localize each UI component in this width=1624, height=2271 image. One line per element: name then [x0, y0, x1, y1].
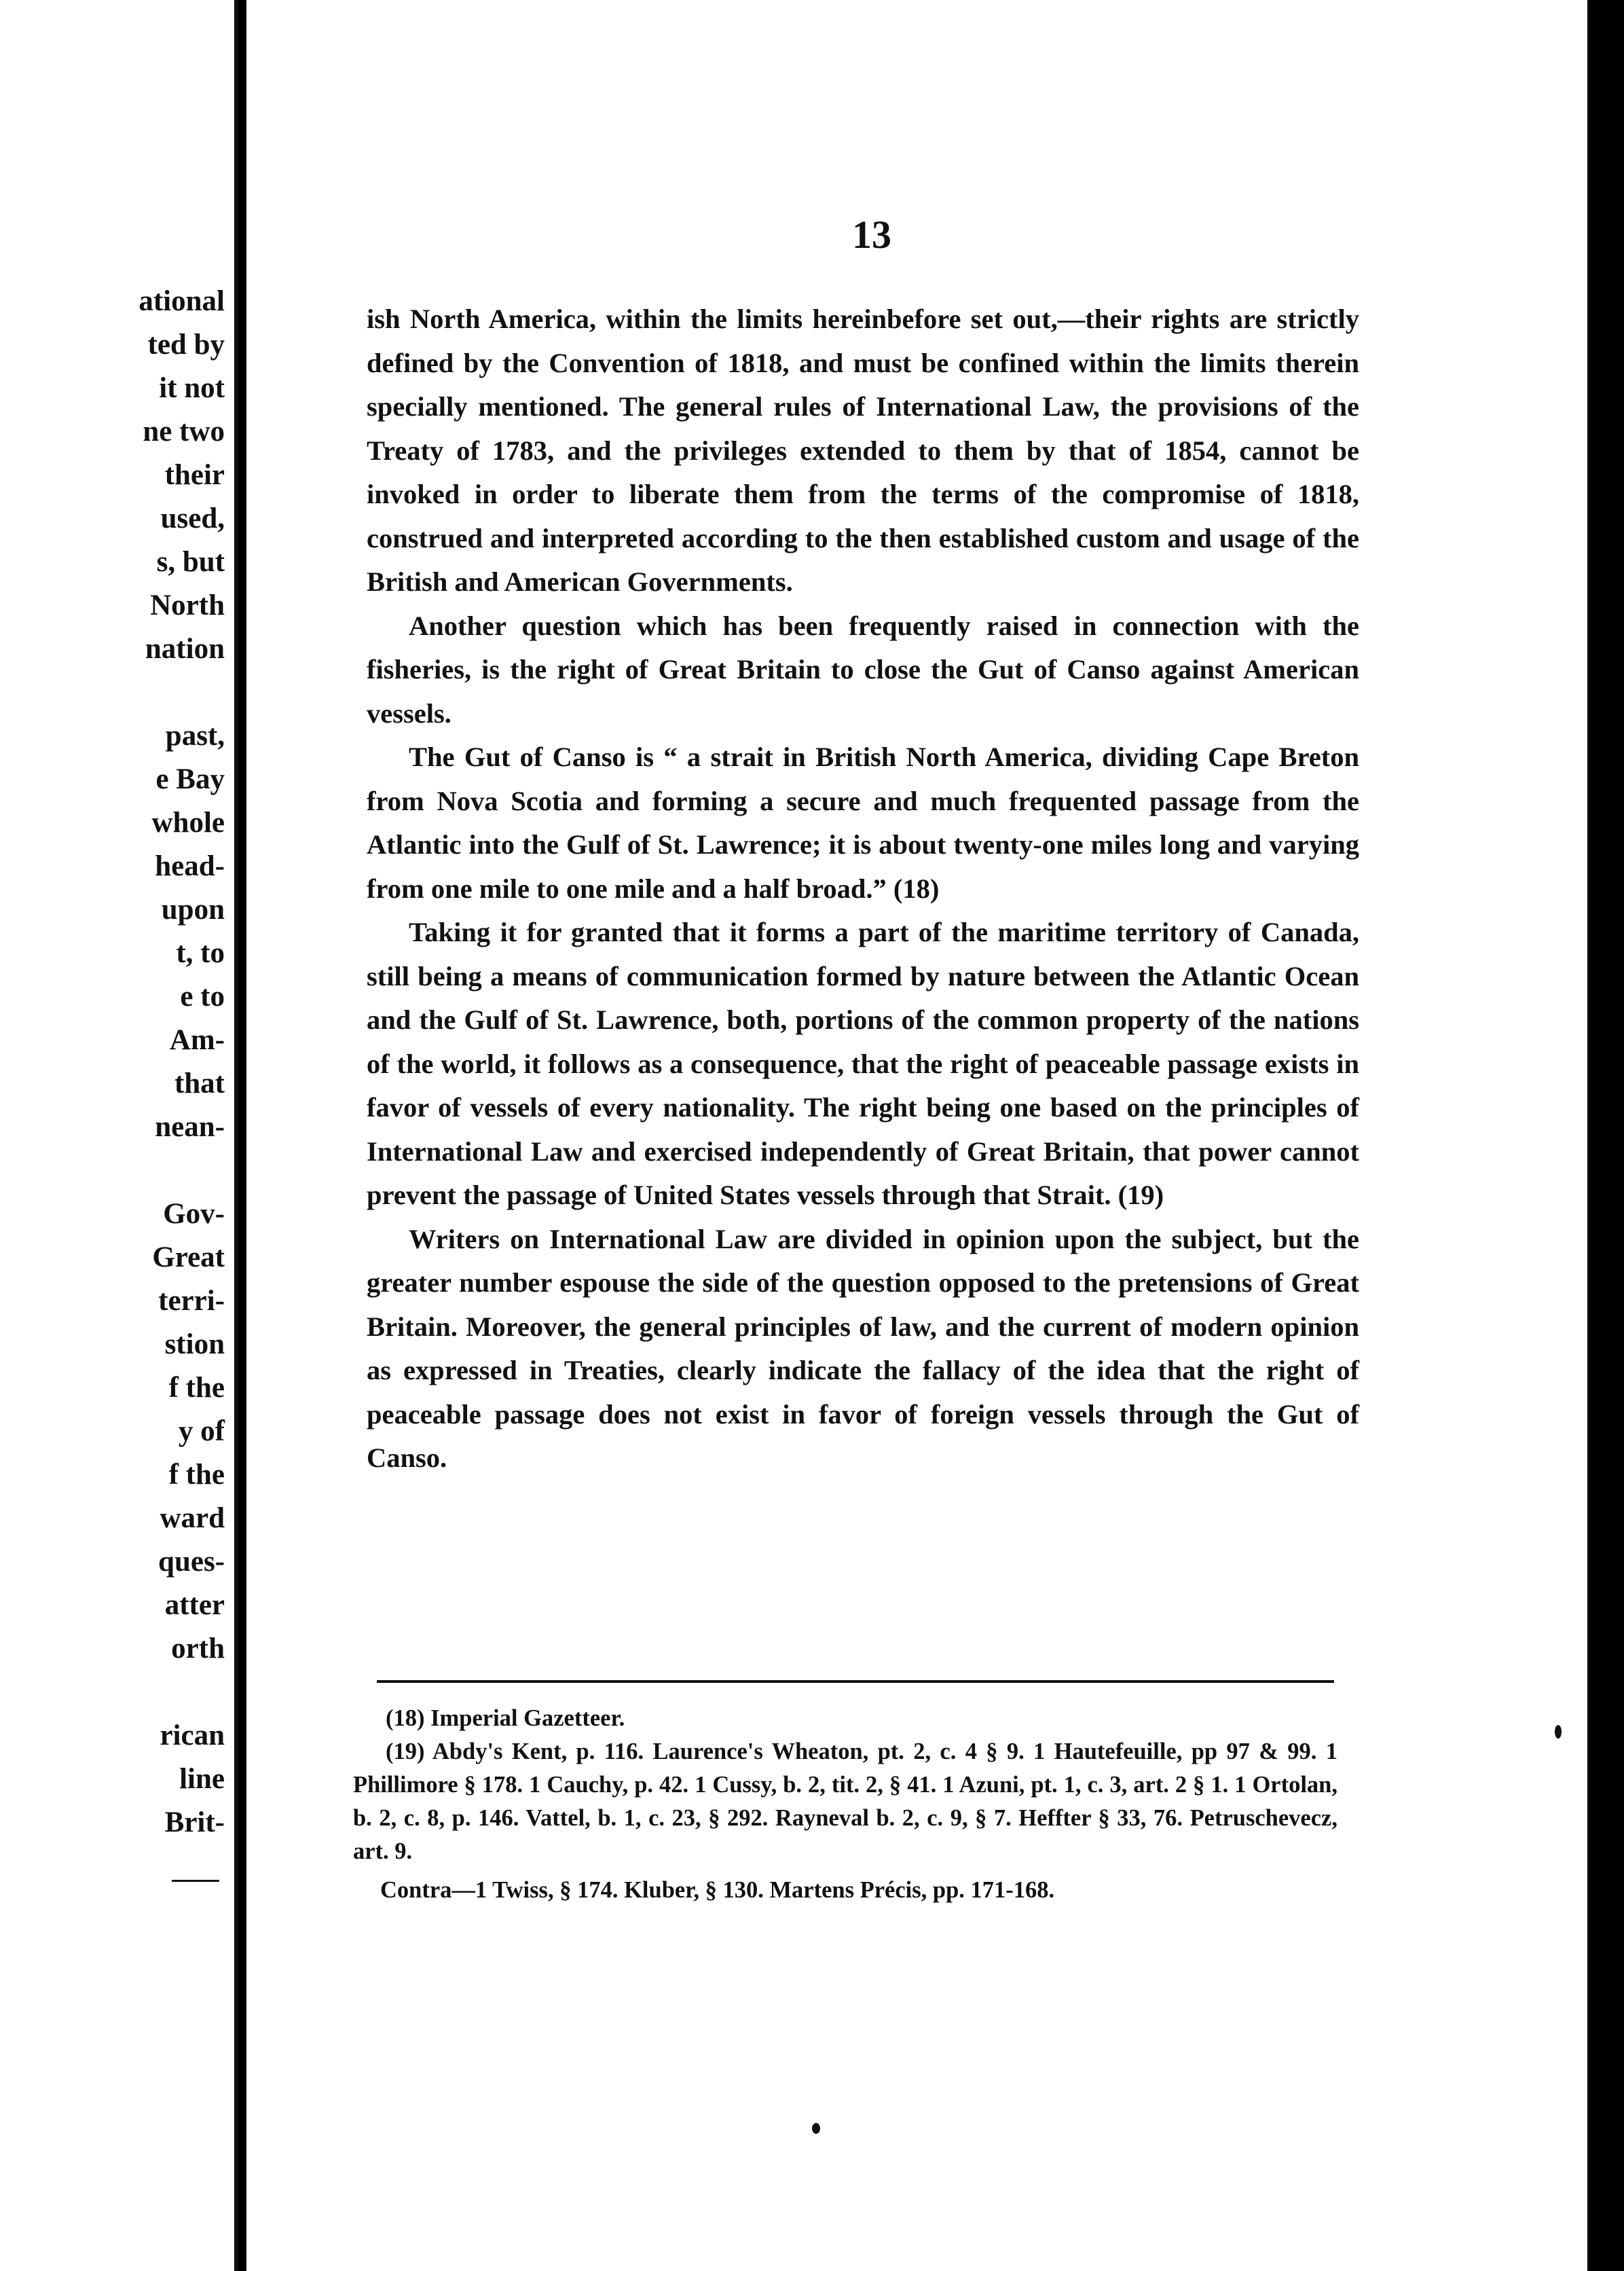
facing-page-fragment [0, 0, 238, 2271]
facing-page-line: y of [178, 1415, 225, 1447]
facing-page-line: head- [155, 850, 225, 882]
facing-page-line [139, 671, 225, 714]
footnotes [353, 1702, 1337, 1907]
facing-page-line: stion [164, 1328, 225, 1360]
facing-page-line: past, [165, 720, 225, 752]
facing-page-line: it not [159, 372, 225, 404]
facing-page-line: whole [151, 807, 225, 839]
scan-border [1587, 0, 1624, 2271]
facing-page-line: ne two [143, 416, 225, 448]
facing-page-line: ational [139, 285, 225, 317]
facing-page-line [139, 1149, 225, 1193]
facing-page-line: Gov- [163, 1198, 225, 1230]
paragraph-gut-description: The Gut of Canso is “ a strait in British North America, dividing Cape Breton from Nova Scotia and forming a secure and much frequented passage from the Atlantic into the Gulf of St. Lawrence; it is about twenty-one miles long and varying from one mile to one mile and a half broad.” (18) [367, 742, 1359, 904]
facing-page-line: Am- [169, 1024, 225, 1056]
facing-page-line: line [179, 1763, 225, 1795]
facing-page-line: e to [180, 981, 225, 1013]
book-gutter [238, 0, 246, 2271]
ink-speck [812, 2123, 820, 2134]
footnote-divider [377, 1680, 1334, 1683]
facing-page-line: e Bay [155, 763, 225, 795]
facing-page-line: f the [168, 1459, 225, 1491]
facing-page-line: nation [145, 633, 225, 665]
facing-page-line: t, to [176, 937, 225, 969]
ink-speck [1555, 1725, 1562, 1739]
facing-page-footnote-rule [172, 1880, 219, 1882]
facing-page-line: f the [168, 1372, 225, 1404]
facing-page-line: ted by [147, 329, 225, 361]
facing-page-line [139, 1671, 225, 1714]
facing-page-line: Great [152, 1241, 225, 1273]
page-number: 13 [852, 213, 891, 257]
facing-page-line: North [150, 589, 225, 621]
facing-page-line: used, [160, 503, 225, 534]
paragraph-writers-opinion: Writers on International Law are divided in opinion upon the subject, but the greater number espouse the side of the question opposed to the pretensions of Great Britain. Moreover, the general principles of law, and the current of modern opinion as expressed in Treaties, clearly indicate the fallacy of the idea that the right of peaceable passage does not exist in favor of foreign vessels through the Gut of Canso. [367, 1223, 1359, 1473]
facing-page-line: that [174, 1068, 225, 1100]
facing-page-line: ques- [158, 1546, 225, 1578]
facing-page-text-fragments [139, 280, 225, 1845]
facing-page-line: Brit- [164, 1806, 225, 1838]
footnote-contra: Contra—1 Twiss, § 174. Kluber, § 130. Martens Précis, pp. 171-168. [380, 1877, 1055, 1903]
footnote-18: (18) Imperial Gazetteer. [386, 1705, 625, 1731]
paragraph-continuation: ish North America, within the limits hereinbefore set out,—their rights are strictly defined by the Convention of 1818, and must be confined within the limits therein specially mentioned. The general rules of International Law, the provisions of the Treaty of 1783, and the privileges extended to them by that of 1854, cannot be invoked in order to liberate them from the terms of the compromise of 1818, construed and interpreted according to the then established custom and usage of the British and American Governments. [367, 304, 1359, 597]
facing-page-line: their [164, 459, 225, 491]
facing-page-line: atter [164, 1589, 225, 1621]
facing-page-line: ward [160, 1502, 225, 1534]
paragraph-gut-question: Another question which has been frequently raised in connection with the fisheries, is the right of Great Britain to close the Gut of Canso against American vessels. [367, 610, 1359, 729]
facing-page-line: terri- [158, 1285, 225, 1317]
facing-page-line: upon [161, 894, 225, 926]
footnote-19: (19) Abdy's Kent, p. 116. Laurence's Wheaton, pt. 2, c. 4 § 9. 1 Hautefeuille, pp 97 & 99. 1 Phillimore § 178. 1 Cauchy, p. 42. 1 Cussy, b. 2, tit. 2, § 41. 1 Azuni, pt. 1, c. 3, art. 2 § 1. 1 Ortolan, b. 2, c. 8, p. 146. Vattel, b. 1, c. 23, § 292. Rayneval b. 2, c. 9, § 7. Heffter § 33, 76. Petruschevecz, art. 9. [353, 1739, 1337, 1864]
facing-page-line: rican [160, 1720, 225, 1751]
facing-page-line: orth [171, 1633, 225, 1665]
body-text [367, 297, 1359, 1480]
facing-page-line: nean- [155, 1111, 225, 1143]
facing-page-line: s, but [156, 546, 225, 578]
paragraph-peaceable-passage: Taking it for granted that it forms a part of the maritime territory of Canada, still being a means of communication formed by nature between the Atlantic Ocean and the Gulf of St. Lawrence, both, portions of the common property of the nations of the world, it follows as a consequence, that the right of peaceable passage exists in favor of vessels of every nationality. The right being one based on the principles of International Law and exercised independently of Great Britain, that power cannot prevent the passage of United States vessels through that Strait. (19) [367, 917, 1359, 1210]
